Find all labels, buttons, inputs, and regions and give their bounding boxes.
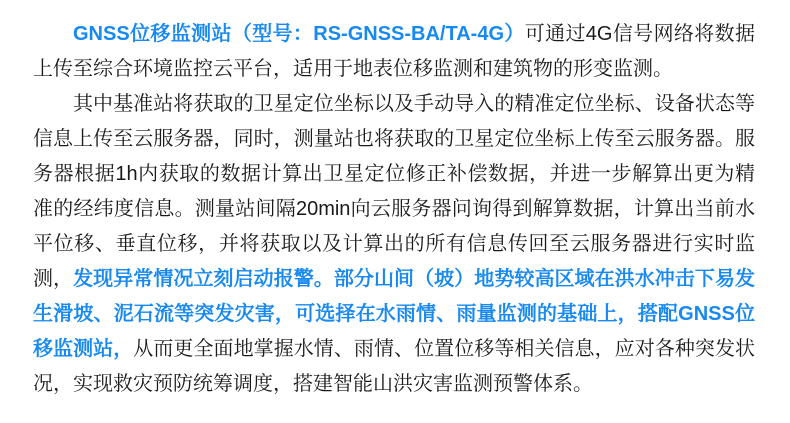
paragraph-product-intro: [33, 17, 755, 87]
product-model-highlight: GNSS位移监测站（型号：RS-GNSS-BA/TA-4G）: [73, 23, 525, 45]
paragraph-working-principle: [33, 87, 755, 402]
working-principle-text: 其中基准站将获取的卫星定位坐标以及手动导入的精准定位坐标、设备状态等信息上传至云服务器，同时，测量站也将获取的卫星定位坐标上传至云服务器。服务器根据1h内获取的数据计算出卫星定位修正补偿数据，并进一步解算出更为精准的经纬度信息。测量站间隔20min向云服务器问询得到解算数据，计算出当前水平位移、垂直位移，并将获取以及计算出的所有信息传回至云服务器进行实时监测，: [33, 93, 755, 290]
product-intro-text: 可通过4G信号网络将数据上传至综合环境监控云平台，适用于地表位移监测和建筑物的形变监测。: [33, 23, 756, 80]
summary-text: 从而更全面地掌握水情、雨情、位置位移等相关信息，应对各种突发状况，实现救灾预防统筹调度，搭建智能山洪灾害监测预警体系。: [33, 338, 756, 395]
alert-scenario-highlight: 发现异常情况立刻启动报警。部分山间（坡）地势较高区域在洪水冲击下易发生滑坡、泥石流等突发灾害，可选择在水雨情、雨量监测的基础上，搭配GNSS位移监测站，: [33, 268, 756, 360]
